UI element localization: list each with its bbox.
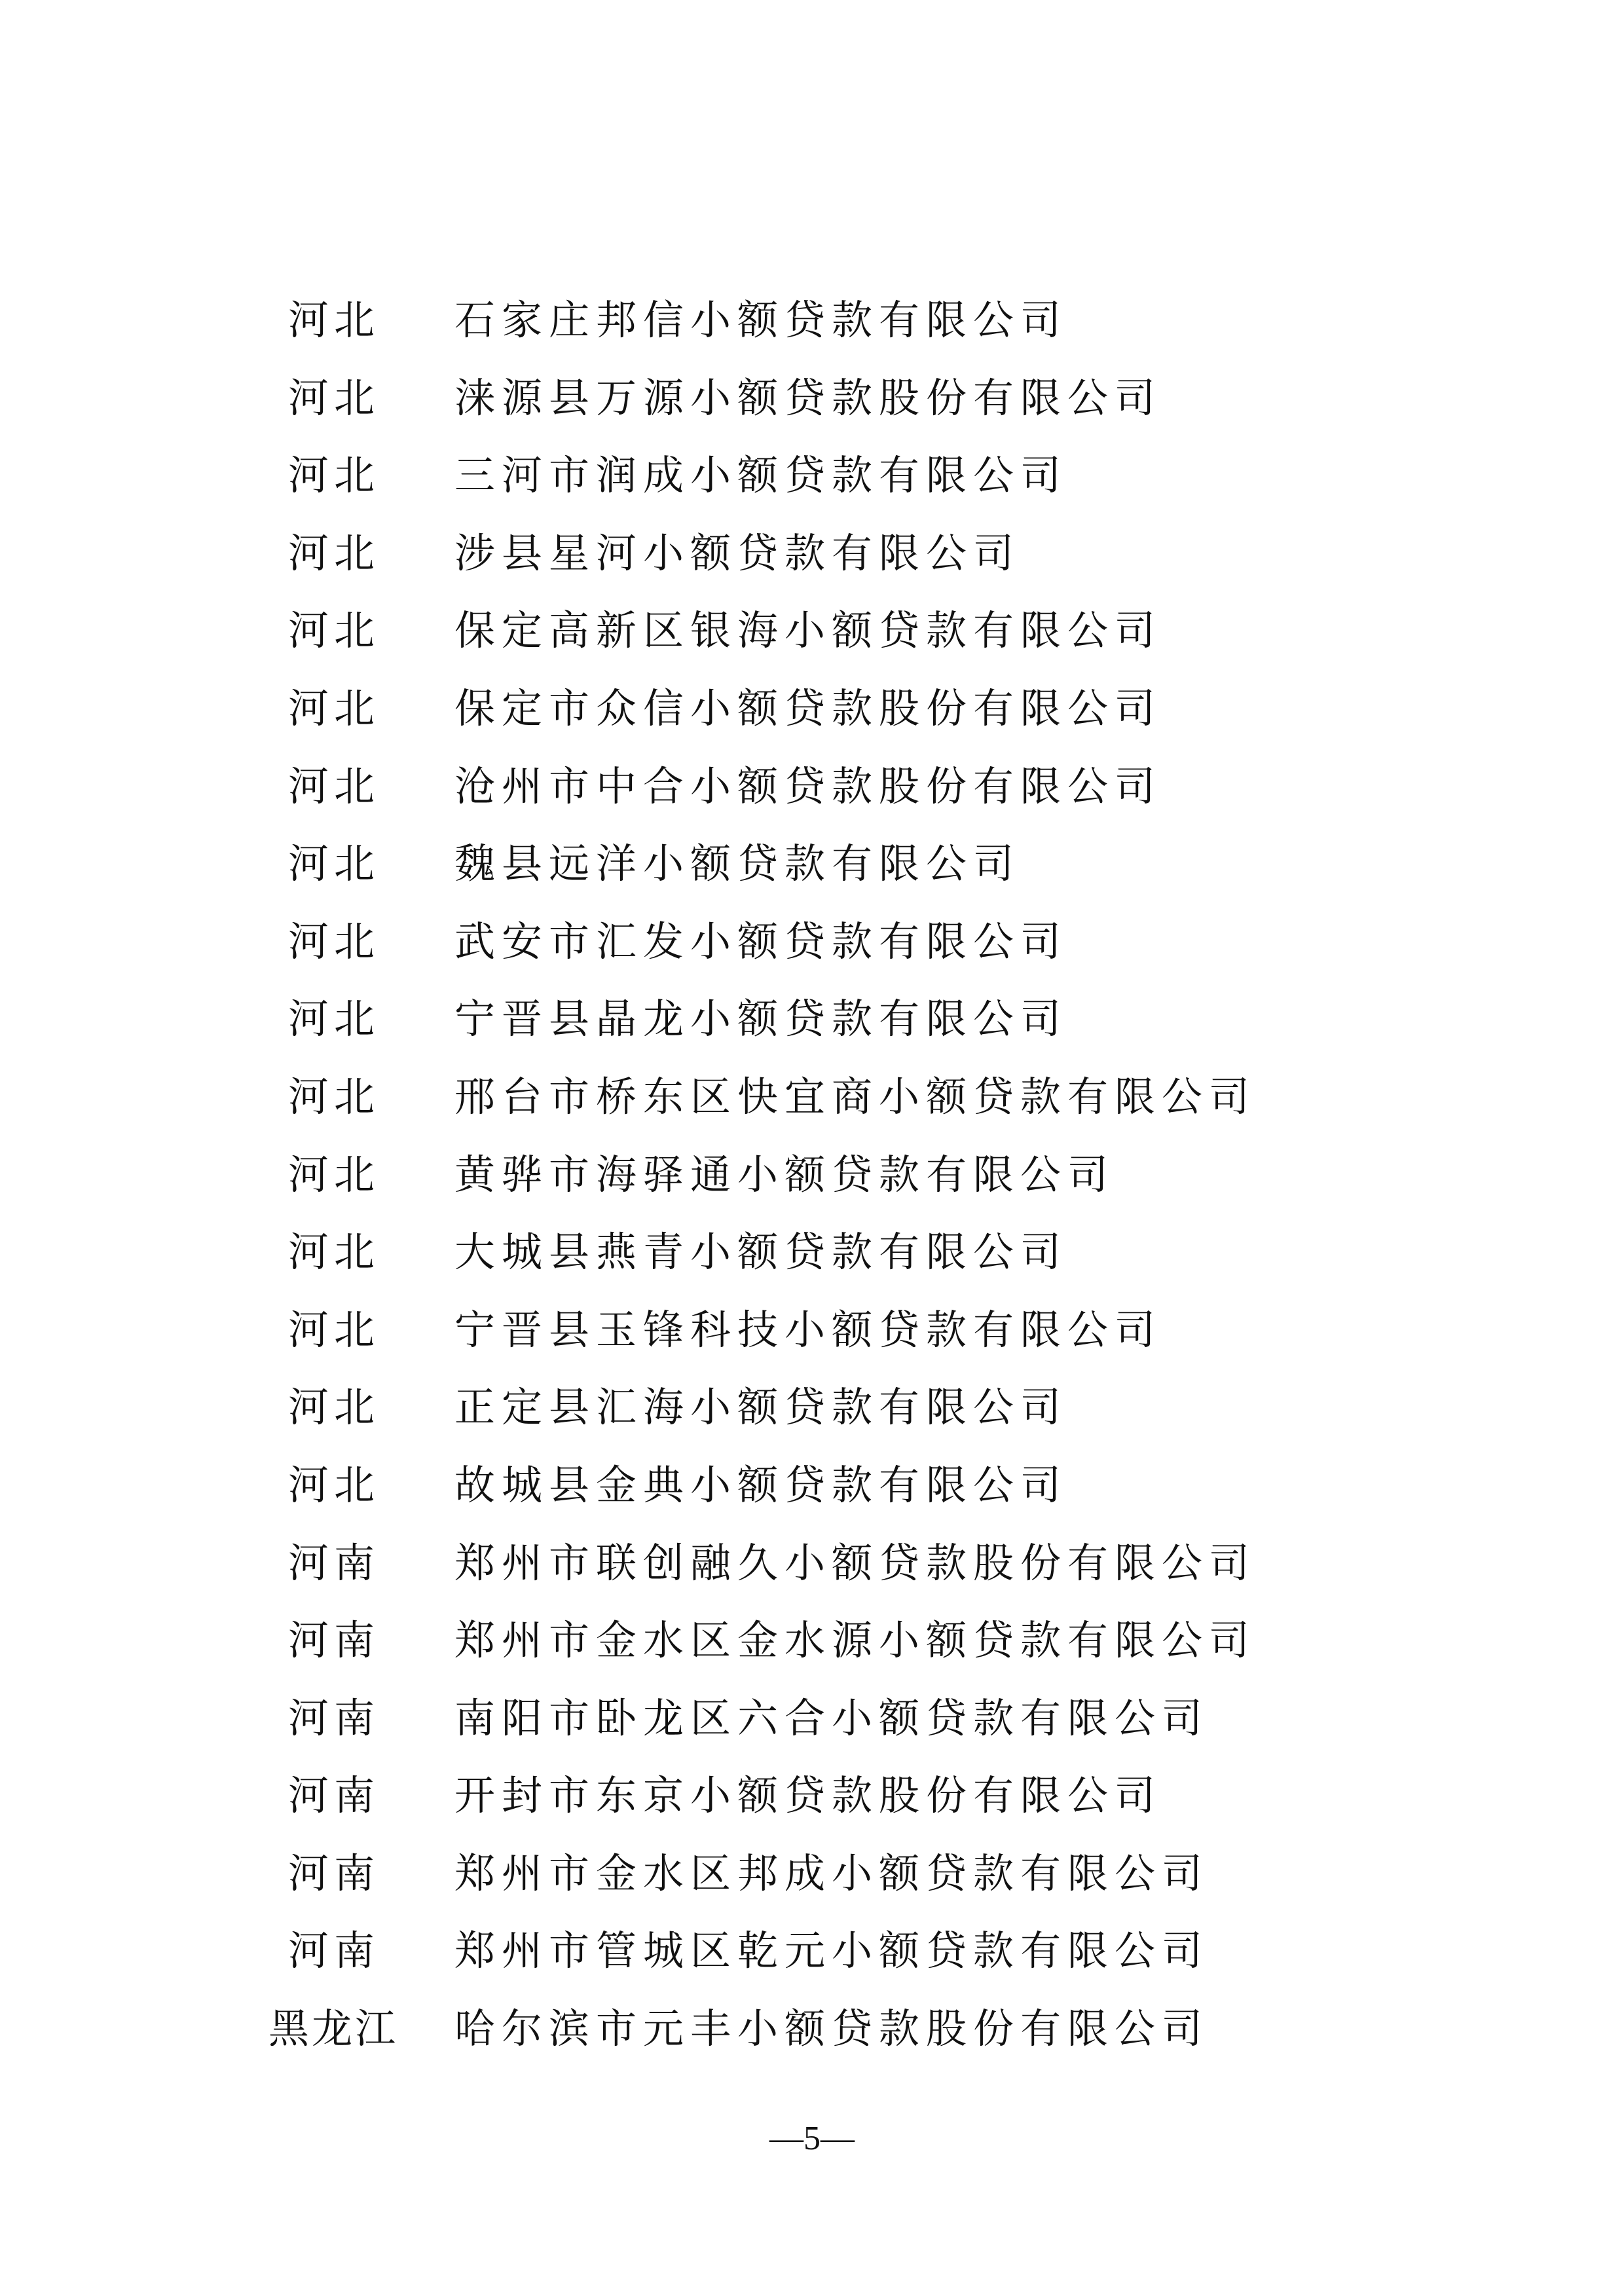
company-name: 涞源县万源小额贷款股份有限公司: [454, 373, 1162, 422]
province-label: 河南: [288, 1694, 380, 1742]
list-item: [0, 1525, 1624, 1602]
company-name: 保定市众信小额贷款股份有限公司: [454, 684, 1162, 732]
province-label: 黑龙江: [268, 2005, 399, 2053]
company-name: 郑州市金水区邦成小额贷款有限公司: [454, 1849, 1209, 1897]
province-label: 河南: [288, 1771, 380, 1820]
company-name: 大城县燕青小额贷款有限公司: [454, 1228, 1068, 1276]
province-label: 河南: [288, 1616, 380, 1665]
company-list: [0, 282, 1624, 2068]
company-name: 沧州市中合小额贷款股份有限公司: [454, 762, 1162, 810]
list-item: [0, 1291, 1624, 1369]
company-name: 郑州市金水区金水源小额贷款有限公司: [454, 1616, 1257, 1665]
company-name: 三河市润成小额贷款有限公司: [454, 451, 1068, 500]
province-label: 河北: [288, 296, 380, 344]
company-name: 黄骅市海驿通小额贷款有限公司: [454, 1150, 1115, 1198]
list-item: [0, 1602, 1624, 1680]
province-label: 河北: [288, 1305, 380, 1354]
province-label: 河南: [288, 1927, 380, 1975]
province-label: 河北: [288, 917, 380, 965]
list-item: [0, 748, 1624, 826]
list-item: [0, 1835, 1624, 1913]
province-label: 河南: [288, 1538, 380, 1587]
list-item: [0, 1136, 1624, 1214]
province-label: 河北: [288, 373, 380, 422]
list-item: [0, 980, 1624, 1058]
province-label: 河北: [288, 762, 380, 810]
list-item: [0, 1447, 1624, 1525]
company-name: 故城县金典小额贷款有限公司: [454, 1460, 1068, 1509]
company-name: 哈尔滨市元丰小额贷款股份有限公司: [454, 2005, 1209, 2053]
company-name: 南阳市卧龙区六合小额贷款有限公司: [454, 1694, 1209, 1742]
company-name: 邢台市桥东区快宜商小额贷款有限公司: [454, 1072, 1257, 1120]
list-item: [0, 1213, 1624, 1291]
list-item: [0, 282, 1624, 360]
company-name: 正定县汇海小额贷款有限公司: [454, 1383, 1068, 1432]
list-item: [0, 1990, 1624, 2068]
list-item: [0, 437, 1624, 515]
list-item: [0, 1369, 1624, 1447]
list-item: [0, 1757, 1624, 1835]
list-item: [0, 1680, 1624, 1758]
province-label: 河北: [288, 1460, 380, 1509]
province-label: 河北: [288, 995, 380, 1043]
list-item: [0, 825, 1624, 903]
company-name: 郑州市联创融久小额贷款股份有限公司: [454, 1538, 1257, 1587]
list-item: [0, 903, 1624, 981]
province-label: 河北: [288, 1150, 380, 1198]
company-name: 石家庄邦信小额贷款有限公司: [454, 296, 1068, 344]
company-name: 武安市汇发小额贷款有限公司: [454, 917, 1068, 965]
province-label: 河北: [288, 684, 380, 732]
list-item: [0, 1058, 1624, 1136]
list-item: [0, 515, 1624, 593]
company-name: 保定高新区银海小额贷款有限公司: [454, 606, 1162, 655]
list-item: [0, 592, 1624, 670]
company-name: 魏县远洋小额贷款有限公司: [454, 840, 1021, 888]
company-name: 开封市东京小额贷款股份有限公司: [454, 1771, 1162, 1820]
list-item: [0, 360, 1624, 437]
province-label: 河北: [288, 840, 380, 888]
company-name: 宁晋县玉锋科技小额贷款有限公司: [454, 1305, 1162, 1354]
province-label: 河南: [288, 1849, 380, 1897]
province-label: 河北: [288, 1383, 380, 1432]
list-item: [0, 1912, 1624, 1990]
province-label: 河北: [288, 1228, 380, 1276]
province-label: 河北: [288, 1072, 380, 1120]
company-name: 郑州市管城区乾元小额贷款有限公司: [454, 1927, 1209, 1975]
list-item: [0, 670, 1624, 748]
company-name: 宁晋县晶龙小额贷款有限公司: [454, 995, 1068, 1043]
province-label: 河北: [288, 606, 380, 655]
province-label: 河北: [288, 451, 380, 500]
page-number: —5—: [769, 2120, 855, 2157]
company-name: 涉县星河小额贷款有限公司: [454, 528, 1021, 577]
province-label: 河北: [288, 528, 380, 577]
